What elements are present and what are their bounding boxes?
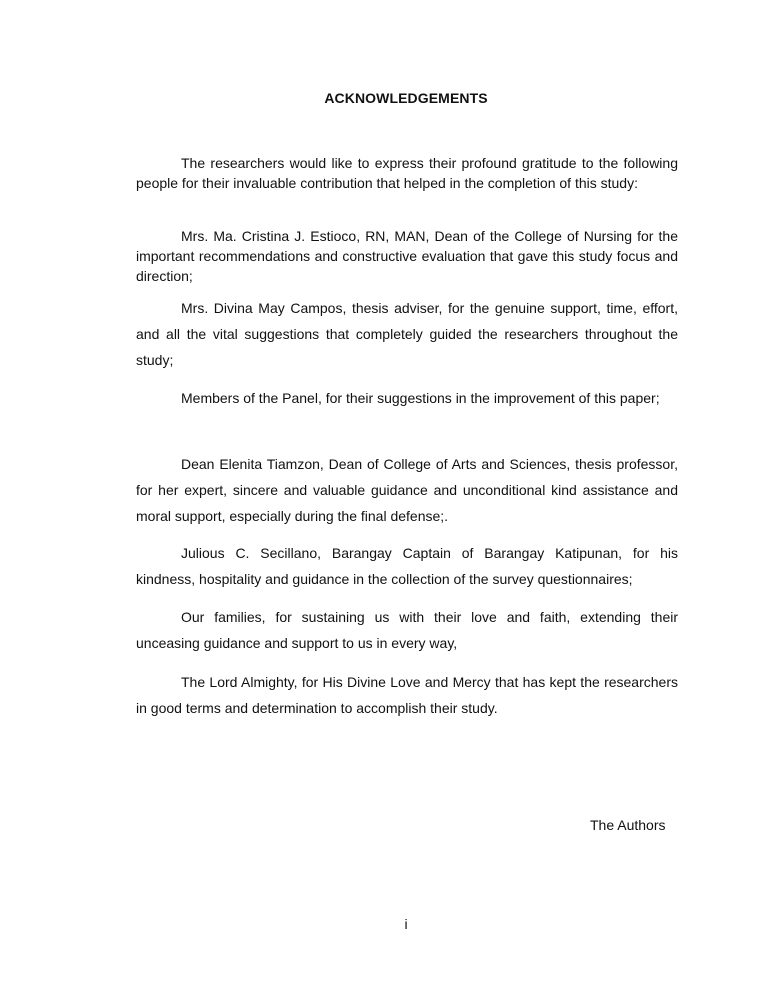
acknowledgement-paragraph: Julious C. Secillano, Barangay Captain of Barangay Katipunan, for his kindness, hospitality and guidance in the collection of the survey questionnaires; xyxy=(136,545,678,587)
acknowledgement-paragraph: Dean Elenita Tiamzon, Dean of College of Arts and Sciences, thesis professor, for her expert, sincere and valuable guidance and unconditional kind assistance and moral support, especially during the final defense;. xyxy=(136,456,678,524)
intro-paragraph: The researchers would like to express their profound gratitude to the following people for their invaluable contribution that helped in the completion of this study: xyxy=(136,155,678,191)
acknowledgement-paragraph: Our families, for sustaining us with their love and faith, extending their unceasing guidance and support to us in every way, xyxy=(136,609,678,651)
acknowledgement-paragraph: The Lord Almighty, for His Divine Love and Mercy that has kept the researchers in good terms and determination to accomplish their study. xyxy=(136,674,678,716)
page-title: ACKNOWLEDGEMENTS xyxy=(324,90,488,106)
acknowledgement-paragraph: Mrs. Ma. Cristina J. Estioco, RN, MAN, Dean of the College of Nursing for the important recommendations and constructive evaluation that gave this study focus and direction; xyxy=(136,228,678,284)
acknowledgement-paragraph: Members of the Panel, for their suggestions in the improvement of this paper; xyxy=(181,390,660,406)
page-number: i xyxy=(404,916,408,932)
signature: The Authors xyxy=(590,817,666,833)
acknowledgement-paragraph: Mrs. Divina May Campos, thesis adviser, for the genuine support, time, effort, and all the vital suggestions that completely guided the researchers throughout the study; xyxy=(136,300,678,368)
